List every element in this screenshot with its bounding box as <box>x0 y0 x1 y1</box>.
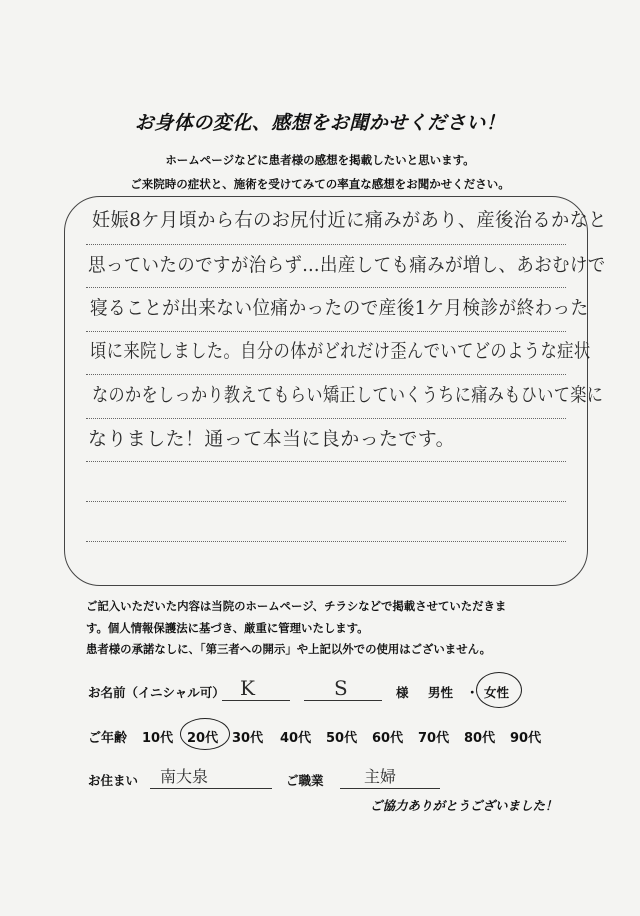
address-label: お住まい <box>88 773 139 788</box>
age-option[interactable]: 10代 <box>142 731 174 746</box>
comment-line: なのかをしっかり教えてもらい矯正していくうちに痛みもひいて楽に <box>92 384 604 406</box>
gender-female[interactable]: 女性 <box>484 685 510 700</box>
age-option[interactable]: 80代 <box>464 731 496 746</box>
ruled-line <box>86 541 566 542</box>
occupation-underline <box>340 788 440 789</box>
ruled-line <box>86 418 566 419</box>
age-option[interactable]: 40代 <box>280 731 312 746</box>
age-option[interactable]: 60代 <box>372 731 404 746</box>
name-second-value: S <box>334 676 348 700</box>
ruled-line <box>86 287 566 288</box>
comment-line: 頃に来院しました。自分の体がどれだけ歪んでいてどのような症状 <box>90 340 591 362</box>
ruled-line <box>86 374 566 375</box>
comment-line: 寝ることが出来ない位痛かったので産後1ケ月検診が終わった <box>90 297 589 319</box>
occupation-label: ご職業 <box>286 773 324 788</box>
name-first-value: K <box>240 676 255 700</box>
age-label: ご年齢 <box>88 731 128 746</box>
notice-line-2: す。個人情報保護法に基づき、厳重に管理いたします。 <box>86 621 369 635</box>
name-label: お名前（イニシャル可） <box>88 685 225 700</box>
address-value: 南大泉 <box>160 767 209 786</box>
name-second-underline <box>304 700 382 701</box>
age-selection-circle <box>180 718 230 750</box>
age-option[interactable]: 70代 <box>418 731 450 746</box>
occupation-value: 主婦 <box>364 767 397 786</box>
gender-separator: ・ <box>466 685 479 700</box>
comment-line: 妊娠8ケ月頃から右のお尻付近に痛みがあり、産後治るかなと <box>92 209 607 231</box>
honorific: 様 <box>396 685 409 700</box>
name-first-underline <box>222 700 290 701</box>
age-option[interactable]: 30代 <box>232 731 264 746</box>
comment-line: 思っていたのですが治らず…出産しても痛みが増し、あおむけで <box>88 254 606 276</box>
gender-male[interactable]: 男性 <box>428 685 454 700</box>
ruled-line <box>86 461 566 462</box>
address-underline <box>150 788 272 789</box>
gender-selection-circle <box>476 672 522 708</box>
thanks-message: ご協力ありがとうございました！ <box>370 798 558 813</box>
notice-line-3: 患者様の承諾なしに、「第三者への開示」や上記以外での使用はございません。 <box>86 642 492 656</box>
age-option[interactable]: 20代 <box>187 731 219 746</box>
age-option[interactable]: 50代 <box>326 731 358 746</box>
subtitle-line-2: ご来院時の症状と、施術を受けてみての率直な感想をお聞かせください。 <box>130 177 510 191</box>
ruled-line <box>86 501 566 502</box>
page-title: お身体の変化、感想をお聞かせください！ <box>134 112 506 134</box>
notice-line-1: ご記入いただいた内容は当院のホームページ、チラシなどで掲載させていただきま <box>86 599 507 613</box>
comment-line: なりました！通って本当に良かったです。 <box>88 428 456 450</box>
ruled-line <box>86 244 566 245</box>
age-option[interactable]: 90代 <box>510 731 542 746</box>
subtitle-line-1: ホームページなどに患者様の感想を掲載したいと思います。 <box>165 153 475 167</box>
ruled-line <box>86 331 566 332</box>
